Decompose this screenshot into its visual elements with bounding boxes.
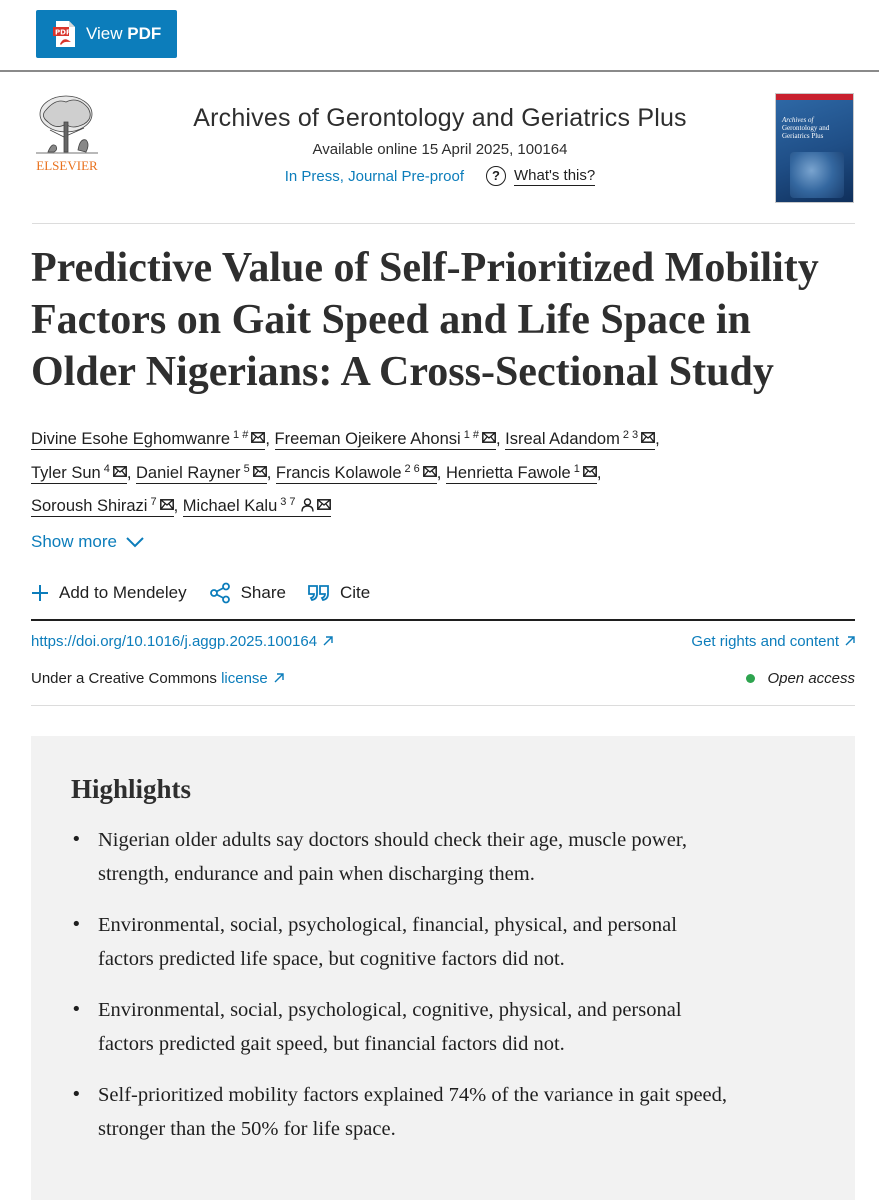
whats-this-link[interactable]: What's this?: [514, 166, 596, 184]
cover-red-band: [776, 94, 854, 100]
list-item: • Self-prioritized mobility factors explained 74% of the variance in gait speed, stronger than the 50% for life space.: [71, 1078, 731, 1146]
share-label: Share: [240, 583, 286, 602]
article-actions: [31, 578, 855, 621]
journal-title[interactable]: Archives of Gerontology and Geriatrics Plus: [193, 104, 687, 132]
get-rights-link[interactable]: Get rights and content: [691, 633, 855, 650]
available-online-date: Available online 15 April 2025, 100164: [312, 141, 568, 158]
open-access-badge: Open access: [746, 670, 855, 687]
cover-image: [790, 152, 844, 198]
view-pdf-button[interactable]: [36, 10, 177, 58]
external-link-icon: [845, 636, 855, 646]
mail-icon: [423, 466, 437, 477]
author-link-corresponding[interactable]: Michael Kalu $^{3 7}$: [183, 497, 331, 517]
in-press-status: In Press, Journal Pre-proof: [284, 167, 464, 185]
author-link[interactable]: Francis Kolawole $^{2 6}$: [276, 464, 437, 484]
doi-link[interactable]: https://doi.org/10.1016/j.aggp.2025.100164: [31, 633, 333, 650]
mail-icon: [641, 432, 655, 443]
svg-text:PDF: PDF: [55, 28, 71, 37]
plus-icon: [31, 584, 49, 602]
cite-label: Cite: [339, 583, 371, 602]
pdf-file-icon: [52, 20, 78, 48]
top-toolbar: [0, 0, 879, 72]
highlights-title: Highlights: [71, 774, 192, 804]
show-more-button[interactable]: [31, 532, 145, 552]
license-row: [31, 670, 855, 687]
share-button[interactable]: [209, 578, 286, 608]
author-link[interactable]: Freeman Ojeikere Ahonsi $^{1 \#}$: [275, 430, 496, 450]
chevron-down-icon: [125, 536, 145, 548]
journal-cover-thumbnail[interactable]: [775, 93, 854, 203]
external-link-icon: [323, 636, 333, 646]
author-link[interactable]: Daniel Rayner $^5$: [136, 464, 267, 484]
doi-row: [31, 633, 855, 650]
author-link[interactable]: Soroush Shirazi $^7$: [31, 497, 174, 517]
author-link[interactable]: Henrietta Fawole $^1$: [446, 464, 597, 484]
open-access-dot-icon: [746, 674, 755, 683]
license-text: Under a Creative Commons license: [31, 670, 284, 687]
quote-icon: [308, 584, 330, 602]
mail-icon: [113, 466, 127, 477]
list-item: • Nigerian older adults say doctors should check their age, muscle power, strength, endurance and pain when discharging them.: [71, 823, 731, 891]
license-link[interactable]: license: [221, 670, 284, 687]
mail-icon: [160, 499, 174, 510]
list-item: • Environmental, social, psychological, cognitive, physical, and personal factors predicted gait speed, but financial factors did not.: [71, 993, 731, 1061]
elsevier-tree-icon: [28, 90, 106, 176]
add-to-mendeley-label: Add to Mendeley: [59, 583, 187, 602]
header-divider: [32, 223, 855, 224]
cover-title: Archives of Gerontology and Geriatrics Plus: [782, 116, 830, 140]
highlights-section: [31, 736, 855, 1200]
journal-info: [120, 104, 760, 186]
article-status-row: [120, 166, 760, 186]
author-list: Divine Esohe Eghomwanre $^{1 \#}$ , Freeman Ojeikere Ahonsi $^{1 \#}$ , Isreal Adandom $^{2 3}$ , Tyler Sun $^4$ , Daniel Rayner $^5$ , Francis Kolawole $^{2 6}$ , Henrietta Fawole $^1$ , Soroush Shirazi $^7$ , Michael Kalu $^{3 7}$: [31, 429, 660, 515]
publisher-name: ELSEVIER: [36, 158, 98, 173]
view-pdf-label: View PDF: [86, 24, 162, 43]
author-link[interactable]: Divine Esohe Eghomwanre $^{1 \#}$: [31, 430, 265, 450]
external-link-icon: [274, 673, 284, 683]
author-link[interactable]: Tyler Sun $^4$: [31, 464, 127, 484]
show-more-label: Show more: [31, 532, 117, 551]
article-title: Predictive Value of Self-Prioritized Mobility Factors on Gait Speed and Life Space in Older Nigerians: A Cross-Sectional Study: [31, 245, 819, 395]
list-item: • Environmental, social, psychological, financial, physical, and personal factors predicted life space, but cognitive factors did not.: [71, 908, 731, 976]
add-to-mendeley-button[interactable]: [31, 578, 187, 608]
highlights-list: [71, 823, 815, 1146]
author-link[interactable]: Isreal Adandom $^{2 3}$: [505, 430, 655, 450]
meta-divider: [31, 705, 855, 706]
cite-button[interactable]: [308, 578, 370, 608]
share-icon: [209, 582, 231, 604]
mail-icon: [583, 466, 597, 477]
mail-icon: [251, 432, 265, 443]
help-question-icon[interactable]: ?: [486, 166, 506, 186]
elsevier-logo[interactable]: [28, 90, 106, 176]
mail-icon: [253, 466, 267, 477]
person-icon: [301, 498, 314, 512]
mail-icon: [482, 432, 496, 443]
mail-icon: [317, 499, 331, 510]
